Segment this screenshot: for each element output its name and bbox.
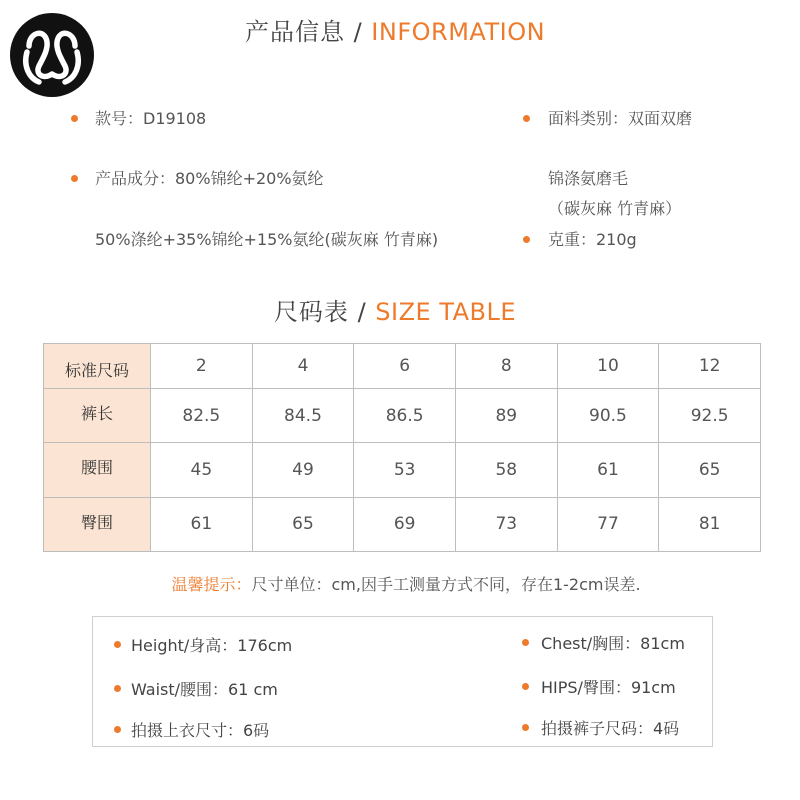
table-cell: 65 — [252, 497, 354, 551]
bullet-icon — [522, 724, 529, 731]
table-cell: 82.5 — [151, 389, 253, 443]
measurement-tip — [0, 572, 800, 595]
size-title-sep: / — [348, 298, 376, 326]
size-section-title — [0, 292, 790, 327]
size-title-en: SIZE TABLE — [375, 298, 517, 326]
size-col-header: 4 — [252, 344, 354, 389]
bullet-icon — [71, 175, 78, 182]
size-col-header: 2 — [151, 344, 253, 389]
size-header-row — [44, 344, 761, 389]
tip-text: 尺寸单位：cm,因手工测量方式不同，存在1-2cm误差. — [251, 575, 641, 594]
table-cell: 90.5 — [557, 389, 659, 443]
table-row — [44, 389, 761, 443]
fabric-colors: （碳灰麻 竹青麻） — [548, 199, 682, 218]
fabric-type: 面料类别：双面双磨 — [548, 109, 693, 128]
bullet-icon — [114, 685, 121, 692]
table-cell: 89 — [455, 389, 557, 443]
table-cell: 81 — [659, 497, 761, 551]
model-top-size: 拍摄上衣尺寸：6码 — [131, 721, 270, 740]
info-section-title — [0, 12, 790, 47]
table-cell: 73 — [455, 497, 557, 551]
table-cell: 86.5 — [354, 389, 456, 443]
model-chest: Chest/胸围：81cm — [541, 634, 685, 653]
table-cell: 84.5 — [252, 389, 354, 443]
model-hips: HIPS/臀围：91cm — [541, 678, 676, 697]
model-waist: Waist/腰围：61 cm — [131, 680, 278, 699]
size-col-header: 8 — [455, 344, 557, 389]
bullet-icon — [71, 115, 78, 122]
size-title-cn: 尺码表 — [273, 298, 349, 326]
table-cell: 61 — [151, 497, 253, 551]
table-cell: 53 — [354, 443, 456, 497]
table-cell: 65 — [659, 443, 761, 497]
fabric-weight: 克重：210g — [548, 230, 637, 249]
table-cell: 61 — [557, 443, 659, 497]
row-label: 裤长 — [44, 389, 151, 443]
table-cell: 77 — [557, 497, 659, 551]
table-cell: 58 — [455, 443, 557, 497]
bullet-icon — [522, 639, 529, 646]
size-col-header: 6 — [354, 344, 456, 389]
style-number: 款号：D19108 — [95, 109, 207, 128]
bullet-icon — [114, 641, 121, 648]
composition-alt: 50%涤纶+35%锦纶+15%氨纶(碳灰麻 竹青麻) — [95, 230, 439, 249]
bullet-icon — [523, 236, 530, 243]
size-col-header: 12 — [659, 344, 761, 389]
table-row — [44, 443, 761, 497]
size-table — [43, 343, 761, 552]
bullet-icon — [522, 683, 529, 690]
size-header-label: 标准尺码 — [44, 344, 151, 389]
table-cell: 69 — [354, 497, 456, 551]
table-cell: 45 — [151, 443, 253, 497]
info-title-cn: 产品信息 — [244, 18, 345, 46]
row-label: 臀围 — [44, 497, 151, 551]
tip-label: 温馨提示： — [171, 575, 252, 594]
info-title-en: INFORMATION — [371, 18, 546, 46]
composition: 产品成分：80%锦纶+20%氨纶 — [95, 169, 324, 188]
table-row — [44, 497, 761, 551]
table-cell: 49 — [252, 443, 354, 497]
size-col-header: 10 — [557, 344, 659, 389]
info-title-sep: / — [344, 18, 372, 46]
model-measurements-box — [92, 616, 713, 747]
model-pants-size: 拍摄裤子尺码：4码 — [541, 719, 680, 738]
fabric-desc: 锦涤氨磨毛 — [548, 169, 629, 188]
model-height: Height/身高：176cm — [131, 636, 293, 655]
bullet-icon — [114, 726, 121, 733]
table-cell: 92.5 — [659, 389, 761, 443]
row-label: 腰围 — [44, 443, 151, 497]
bullet-icon — [523, 115, 530, 122]
